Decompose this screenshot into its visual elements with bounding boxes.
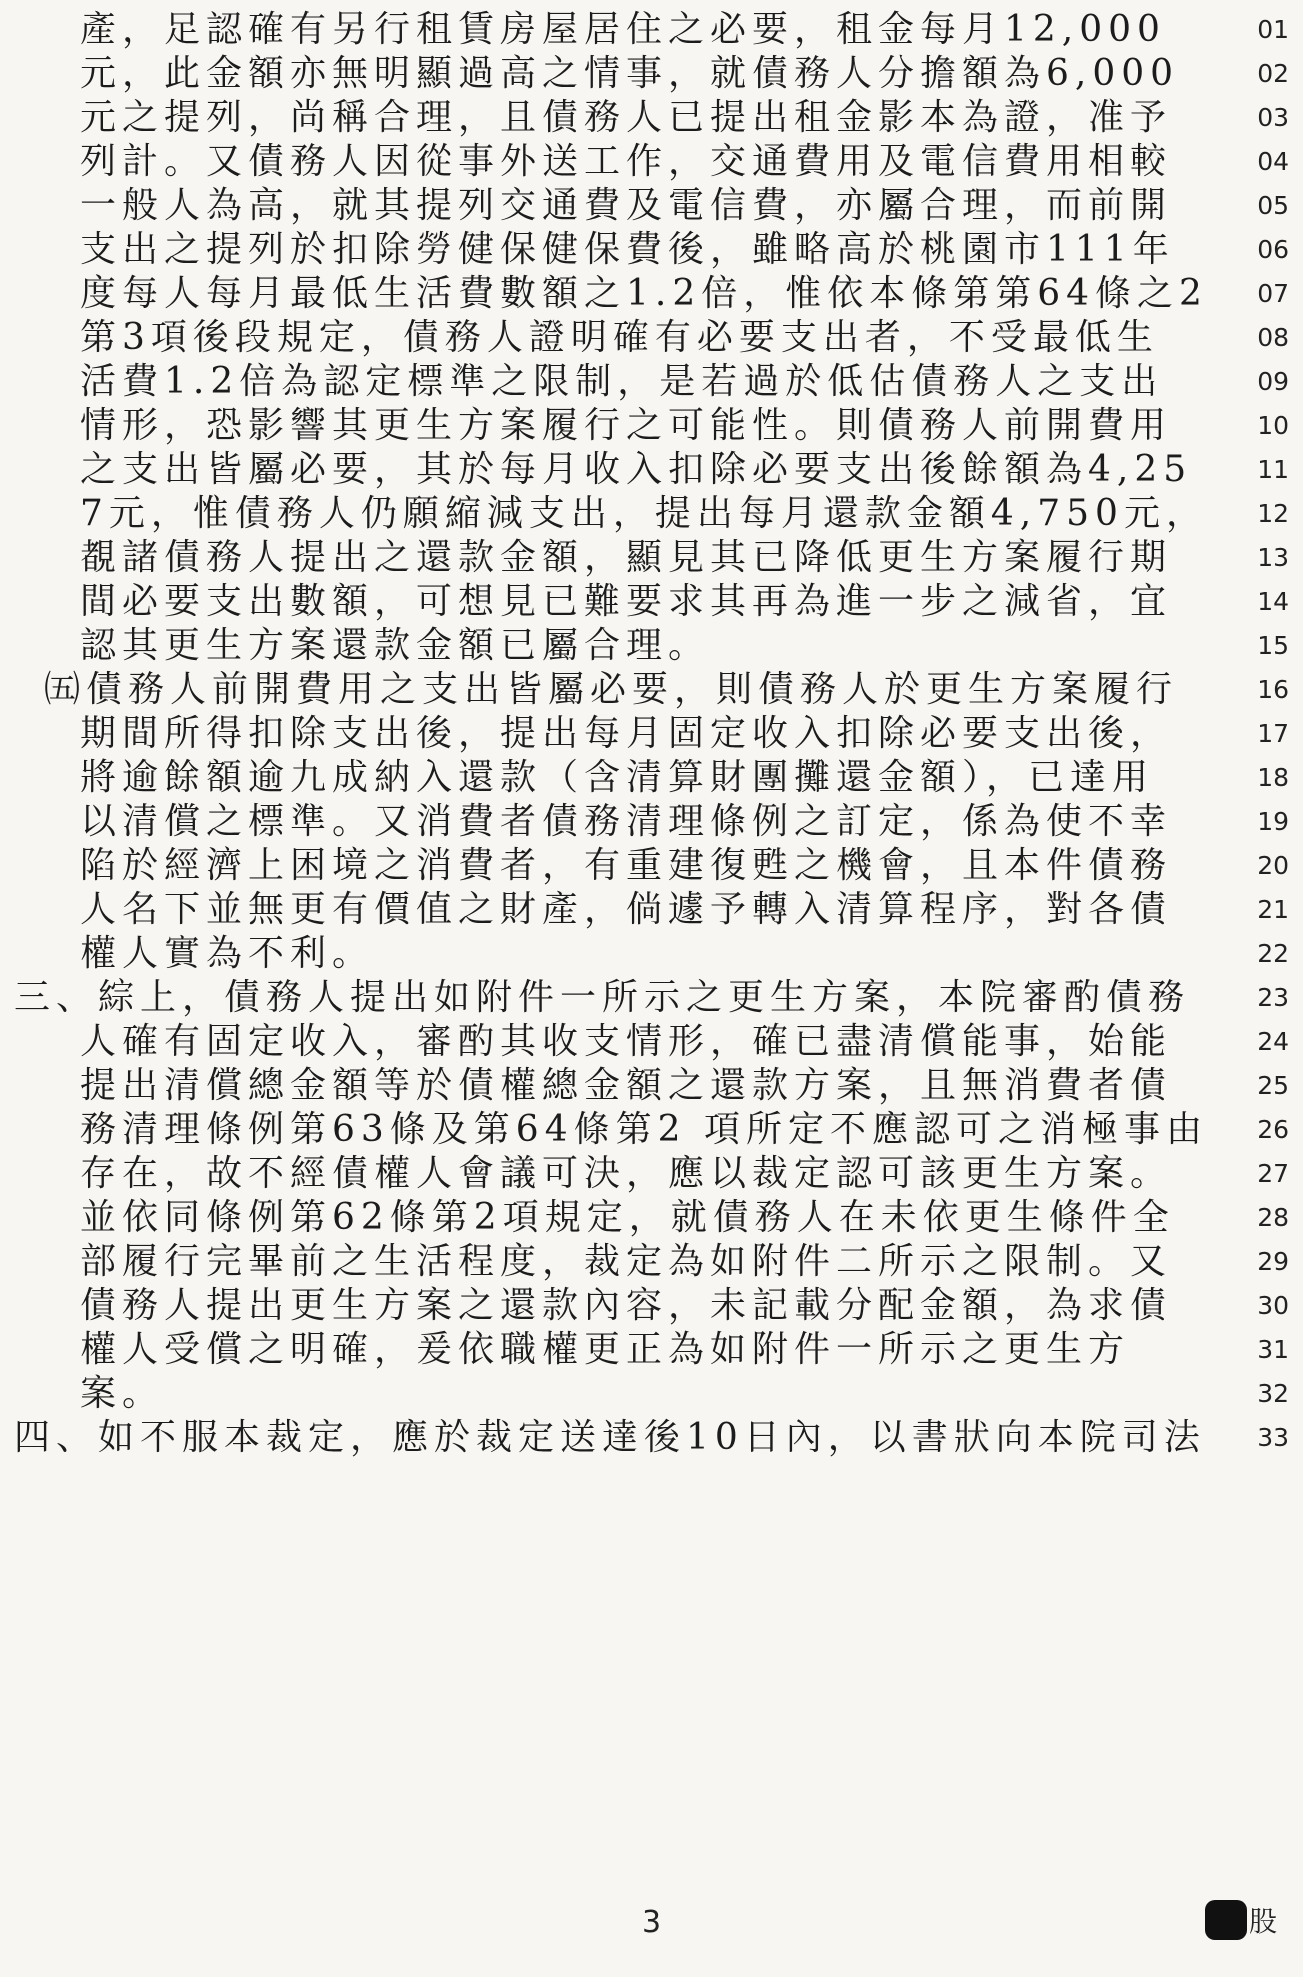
line-number: 05 xyxy=(1257,191,1289,220)
line-number: 15 xyxy=(1257,631,1289,660)
line-number: 25 xyxy=(1257,1071,1289,1100)
line-number: 16 xyxy=(1257,675,1289,704)
line-text: 權人實為不利。 xyxy=(80,933,375,974)
line-number: 27 xyxy=(1257,1159,1289,1188)
line-text: 元，此金額亦無明顯過高之情事，就債務人分擔額為6,000 xyxy=(80,53,1180,94)
line-number: 20 xyxy=(1257,851,1289,880)
line-number: 01 xyxy=(1257,15,1289,44)
line-text: 權人受償之明確，爰依職權更正為如附件一所示之更生方 xyxy=(80,1329,1131,1370)
line-number: 21 xyxy=(1257,895,1289,924)
line-text: 覩諸債務人提出之還款金額，顯見其已降低更生方案履行期 xyxy=(80,537,1173,578)
line-number: 08 xyxy=(1257,323,1289,352)
line-text: 支出之提列於扣除勞健保健保費後，雖略高於桃園市111年 xyxy=(80,229,1175,270)
line-text: 間必要支出數額，可想見已難要求其再為進一步之減省，宜 xyxy=(80,581,1173,622)
line-number: 26 xyxy=(1257,1115,1289,1144)
line-text: 部履行完畢前之生活程度，裁定為如附件二所示之限制。又 xyxy=(80,1241,1173,1282)
line-number: 09 xyxy=(1257,367,1289,396)
line-number: 30 xyxy=(1257,1291,1289,1320)
line-text: 債務人提出更生方案之還款內容，未記載分配金額，為求債 xyxy=(80,1285,1173,1326)
redacted-stamp xyxy=(1205,1898,1277,1942)
line-text: 以清償之標準。又消費者債務清理條例之訂定，係為使不幸 xyxy=(80,801,1173,842)
line-text: 元之提列，尚稱合理，且債務人已提出租金影本為證，准予 xyxy=(80,97,1173,138)
line-text: 案。 xyxy=(80,1373,165,1414)
line-text: 列計。又債務人因從事外送工作，交通費用及電信費用相較 xyxy=(80,141,1173,182)
line-number: 32 xyxy=(1257,1379,1289,1408)
line-number: 33 xyxy=(1257,1423,1289,1452)
line-number: 19 xyxy=(1257,807,1289,836)
line-number: 28 xyxy=(1257,1203,1289,1232)
page-number: 3 xyxy=(641,1905,662,1940)
line-text: 人名下並無更有價值之財產，倘遽予轉入清算程序，對各債 xyxy=(80,889,1173,930)
line-text: 認其更生方案還款金額已屬合理。 xyxy=(80,625,711,666)
line-number: 22 xyxy=(1257,939,1289,968)
line-text: 度每人每月最低生活費數額之1.2倍，惟依本條第第64條之2 xyxy=(80,273,1208,314)
line-number: 14 xyxy=(1257,587,1289,616)
line-number: 12 xyxy=(1257,499,1289,528)
line-number: 17 xyxy=(1257,719,1289,748)
line-text: 第3項後段規定，債務人證明確有必要支出者，不受最低生 xyxy=(80,317,1159,358)
line-number: 29 xyxy=(1257,1247,1289,1276)
line-number: 31 xyxy=(1257,1335,1289,1364)
line-number: 04 xyxy=(1257,147,1289,176)
line-text: 人確有固定收入，審酌其收支情形，確已盡清償能事，始能 xyxy=(80,1021,1173,1062)
stamp-text: 股 xyxy=(1249,1905,1278,1938)
line-text: 產，足認確有另行租賃房屋居住之必要，租金每月12,000 xyxy=(80,9,1166,50)
line-number: 02 xyxy=(1257,59,1289,88)
line-text: 陷於經濟上困境之消費者，有重建復甦之機會，且本件債務 xyxy=(80,845,1173,886)
line-text: ㈤債務人前開費用之支出皆屬必要，則債務人於更生方案履行 xyxy=(44,669,1179,710)
line-number: 18 xyxy=(1257,763,1289,792)
line-number: 03 xyxy=(1257,103,1289,132)
line-number: 13 xyxy=(1257,543,1289,572)
line-text: 三、綜上，債務人提出如附件一所示之更生方案，本院審酌債務 xyxy=(14,977,1191,1018)
line-number: 07 xyxy=(1257,279,1289,308)
line-text: 之支出皆屬必要，其於每月收入扣除必要支出後餘額為4,25 xyxy=(80,449,1193,490)
line-number: 10 xyxy=(1257,411,1289,440)
line-text: 務清理條例第63條及第64條第2 項所定不應認可之消極事由 xyxy=(80,1109,1208,1150)
line-text: 提出清償總金額等於債權總金額之還款方案，且無消費者債 xyxy=(80,1065,1173,1106)
line-text: 7元，惟債務人仍願縮減支出，提出每月還款金額4,750元， xyxy=(80,493,1208,534)
line-number: 23 xyxy=(1257,983,1289,1012)
line-text: 存在，故不經債權人會議可決，應以裁定認可該更生方案。 xyxy=(80,1153,1173,1194)
line-text: 活費1.2倍為認定標準之限制，是若過於低估債務人之支出 xyxy=(80,361,1164,402)
line-text: 一般人為高，就其提列交通費及電信費，亦屬合理，而前開 xyxy=(80,185,1173,226)
line-number: 11 xyxy=(1257,455,1289,484)
line-text: 期間所得扣除支出後，提出每月固定收入扣除必要支出後， xyxy=(80,713,1173,754)
line-text: 情形，恐影響其更生方案履行之可能性。則債務人前開費用 xyxy=(80,405,1173,446)
line-text: 將逾餘額逾九成納入還款（含清算財團攤還金額），已達用 xyxy=(80,757,1155,798)
redaction-block xyxy=(1205,1900,1247,1940)
line-text: 並依同條例第62條第2項規定，就債務人在未依更生條件全 xyxy=(80,1197,1175,1238)
line-text: 四、如不服本裁定，應於裁定送達後10日內，以書狀向本院司法 xyxy=(14,1417,1206,1458)
line-number: 06 xyxy=(1257,235,1289,264)
line-number: 24 xyxy=(1257,1027,1289,1056)
